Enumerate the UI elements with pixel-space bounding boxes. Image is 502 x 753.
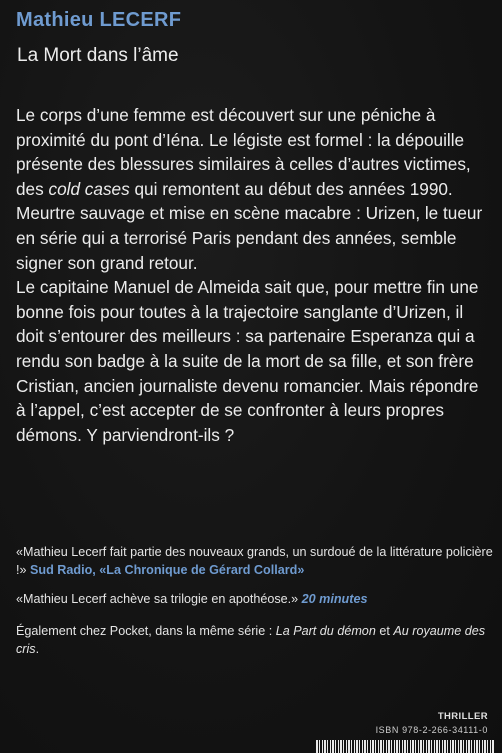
author-name: Mathieu LECERF (16, 9, 182, 31)
blurb (16, 103, 492, 447)
quote-text: «Mathieu Lecerf fait partie des nouveaux grands, un surdoué de la littérature policière !» (16, 545, 493, 577)
barcode (316, 740, 494, 753)
series-note (16, 622, 496, 658)
quote-source: Sud Radio, «La Chronique de Gérard Collard» (30, 563, 305, 577)
series-note-text: . (35, 642, 40, 656)
series-book-title: Au royaume des cris (16, 624, 486, 656)
press-quote (16, 590, 496, 608)
quote-source: 20 minutes (301, 592, 368, 606)
press-quote (16, 543, 496, 579)
blurb-text: qui remontent au début des années 1990. Meurtre sauvage et mise en scène macabre : Urizen, le tueur en série qui a terrorisé Paris pendant des années, semble signer son grand retour. (16, 178, 483, 273)
isbn-label: ISBN 978-2-266-34111-0 (375, 725, 488, 735)
book-title: La Mort dans l’âme (17, 45, 179, 66)
quote-text: «Mathieu Lecerf achève sa trilogie en apothéose.» (16, 592, 302, 606)
blurb-italic-text: cold cases (48, 178, 130, 199)
blurb-paragraph-2: Le capitaine Manuel de Almeida sait que, pour mettre fin une bonne fois pour toutes à la trajectoire sanglante d’Urizen, il doit s’entourer des meilleurs : sa partenaire Esperanza qui a rendu son badge à la suite de la mort de sa fille, et son frère Cristian, ancien journaliste devenu romancier. Mais répondre à l’appel, c’est accepter de se confronter à leurs propres démons. Y parviendront-ils ? (16, 277, 479, 445)
series-note-text: et (375, 624, 394, 638)
blurb-paragraph-1 (16, 103, 492, 275)
series-note-text: Également chez Pocket, dans la même série : (16, 624, 276, 638)
genre-label: THRILLER (437, 711, 488, 722)
press-quotes (16, 543, 496, 619)
series-book-title: La Part du démon (275, 624, 376, 638)
blurb-text: Le corps d’une femme est découvert sur une péniche à proximité du pont d’Iéna. Le légiste est formel : la dépouille présente des blessures similaires à celles d’autres victimes, des (16, 105, 471, 199)
